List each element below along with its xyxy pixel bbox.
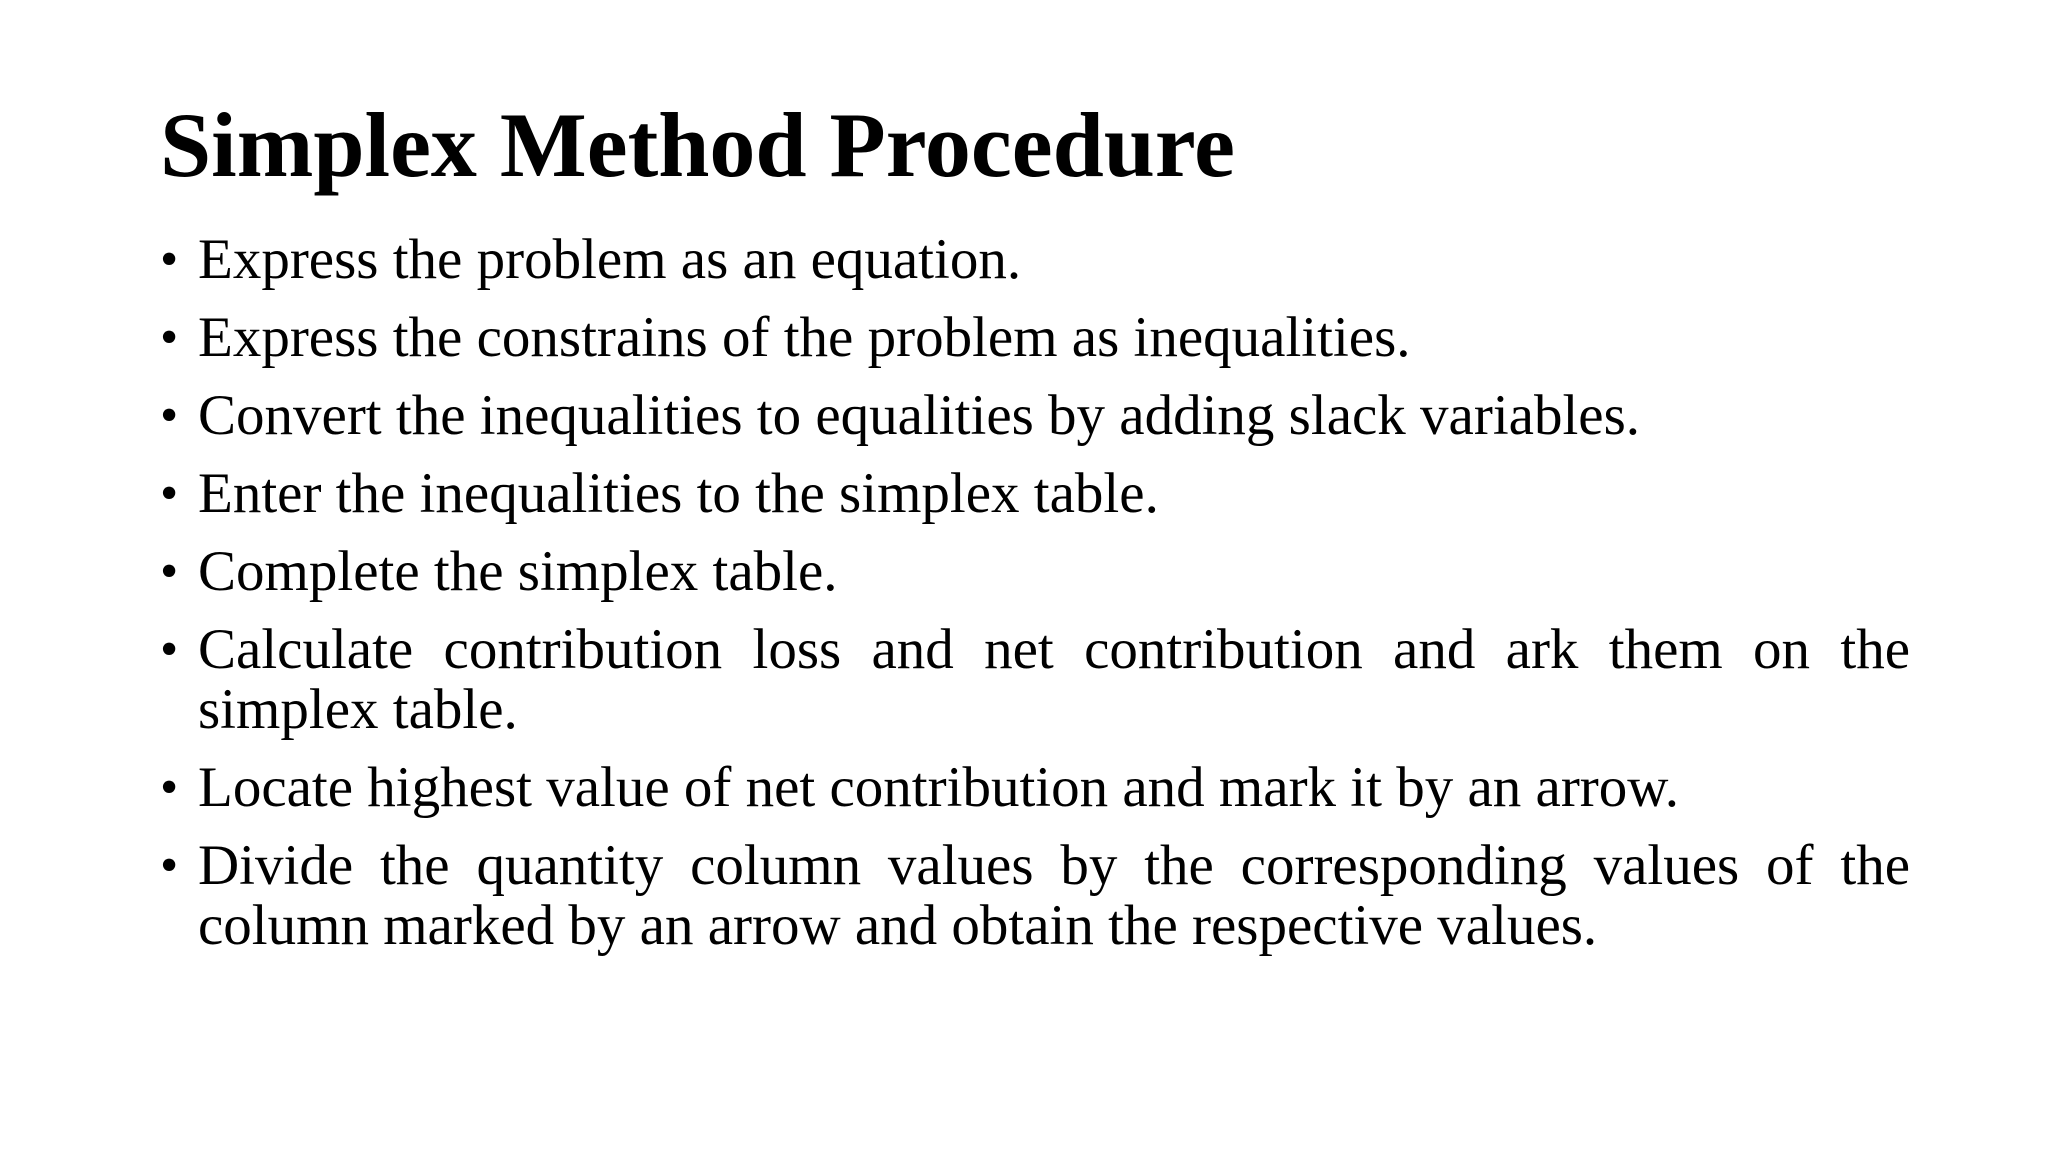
- bullet-text: Calculate contribution loss and net contribution and ark them on the simplex table.: [198, 618, 1910, 741]
- bullet-text: Express the problem as an equation.: [198, 228, 1022, 291]
- bullet-item-1: [160, 230, 1910, 290]
- bullet-icon: •: [160, 543, 179, 600]
- bullet-icon: •: [160, 465, 179, 522]
- bullet-text: Divide the quantity column values by the corresponding values of the column marked by an arrow and obtain the respective values.: [198, 834, 1910, 957]
- bullet-icon: •: [160, 759, 179, 816]
- bullet-item-4: [160, 464, 1910, 524]
- bullet-icon: •: [160, 309, 179, 366]
- bullet-icon: •: [160, 387, 179, 444]
- bullet-item-7: [160, 758, 1910, 818]
- bullet-text: Express the constrains of the problem as inequalities.: [198, 306, 1411, 369]
- bullet-icon: •: [160, 621, 179, 678]
- bullet-text: Complete the simplex table.: [198, 540, 838, 603]
- bullet-item-2: [160, 308, 1910, 368]
- bullet-item-6: [160, 620, 1910, 740]
- bullet-item-8: [160, 836, 1910, 956]
- bullet-list: [160, 230, 1910, 974]
- bullet-text: Convert the inequalities to equalities by adding slack variables.: [198, 384, 1641, 447]
- bullet-icon: •: [160, 837, 179, 894]
- bullet-text: Enter the inequalities to the simplex table.: [198, 462, 1159, 525]
- bullet-item-3: [160, 386, 1910, 446]
- bullet-icon: •: [160, 231, 179, 288]
- bullet-item-5: [160, 542, 1910, 602]
- slide-title: Simplex Method Procedure: [160, 94, 1235, 196]
- bullet-text: Locate highest value of net contribution and mark it by an arrow.: [198, 756, 1679, 819]
